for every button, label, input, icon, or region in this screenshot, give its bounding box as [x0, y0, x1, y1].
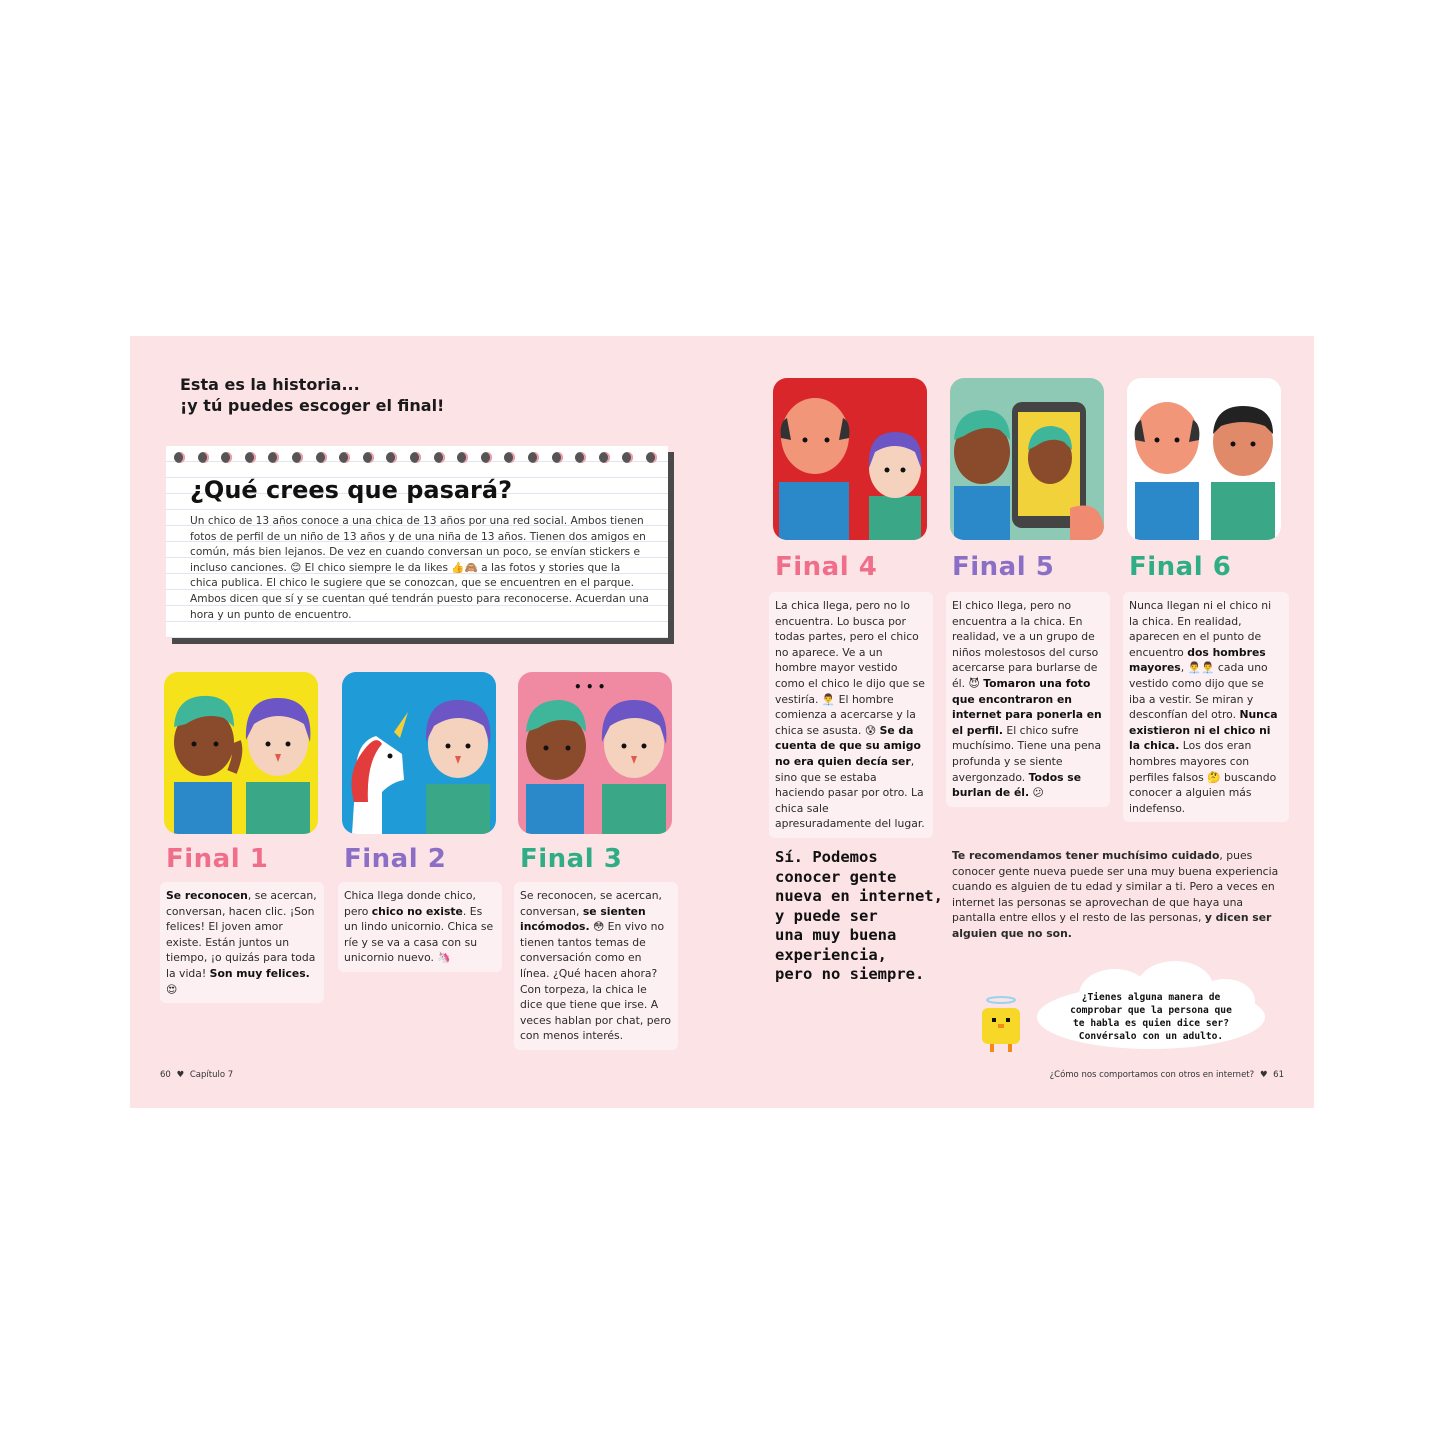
final-1-title: Final 1 [166, 844, 269, 874]
ring-icon [457, 452, 468, 463]
final-6-text: Nunca llegan ni el chico ni la chica. En realidad, aparecen en el punto de encuentro dos hombres mayores, 👨‍💼👨‍💼 cada uno vestido como dijo que se iba a vestir. Se miran y desconfían del otro. Nunca existieron ni el chico ni la chica. Los dos eran hombres mayores con perfiles falsos 🤔 buscando conocer a alguien más indefenso. [1123, 592, 1289, 822]
footer-right: ¿Cómo nos comportamos con otros en internet? ♥ 61 [1049, 1070, 1284, 1080]
cloud-line: Convérsalo con un adulto. [1078, 1031, 1224, 1042]
cloud-line: ¿Tienes alguna manera de [1081, 992, 1221, 1003]
final-5-illustration [950, 378, 1104, 540]
final-6-title: Final 6 [1129, 552, 1232, 582]
final-3-illustration [518, 672, 672, 834]
ring-icon [386, 452, 397, 463]
ring-icon [599, 452, 610, 463]
ring-icon [363, 452, 374, 463]
big-question-line: experiencia, [775, 945, 887, 964]
footer-left: 60 ♥ Capítulo 7 [160, 1070, 234, 1080]
final-2-text: Chica llega donde chico, pero chico no existe. Es un lindo unicornio. Chica se ríe y se va a casa con su unicornio nuevo. 🦄 [338, 882, 502, 972]
notebook-card [166, 446, 668, 638]
big-question-line: nueva en internet, [775, 887, 943, 905]
final-5-text: El chico llega, pero no encuentra a la chica. En realidad, ve a un grupo de niños molestosos del curso acercarse para burlarse de él. 😈 Tomaron una foto que encontraron en internet para ponerla en el perfil. El chico sufre muchísimo. Tiene una pena profunda y se siente avergonzado. Todos se burlan de él. 😕 [946, 592, 1110, 807]
final-3-text: Se reconocen, se acercan, conversan, se sienten incómodos. 😳 En vivo no tienen tantos temas de conversación como en línea. ¿Qué hacen ahora? Con torpeza, la chica le dice que tiene que irse. A veces hablan por chat, pero con menos interés. [514, 882, 678, 1050]
ring-icon [481, 452, 492, 463]
ring-icon [646, 452, 657, 463]
ring-icon [221, 452, 232, 463]
ring-icon [339, 452, 350, 463]
notebook-title: ¿Qué crees que pasará? [190, 476, 513, 504]
heart-icon: ♥ [176, 1070, 185, 1080]
ring-icon [410, 452, 421, 463]
big-question-line: una muy buena [775, 926, 897, 944]
spiral-rings-icon [174, 452, 664, 466]
big-question-line: conocer gente [775, 867, 897, 886]
speech-cloud [1035, 961, 1267, 1053]
intro-heading: Esta es la historia... ¡y tú puedes escoger el final! [180, 375, 445, 415]
ring-icon [434, 452, 445, 463]
final-2-title: Final 2 [344, 844, 447, 874]
ring-icon [198, 452, 209, 463]
big-question-line: pero no siempre. [775, 965, 925, 983]
notebook-text: Un chico de 13 años conoce a una chica de 13 años por una red social. Ambos tienen fotos de perfil de un niño de 13 años y de una niña de 13 años. Tienen dos amigos en común, más bien lejanos. De vez en cuando conversan un poco, se envían stickers e incluso canciones. 😊 El chico siempre le da likes 👍🙈 a las fotos y stories que la chica publica. El chico le sugiere que se conozcan, que se encuentren en el parque. Ambos dicen que sí y se cuentan qué tendrán puesto para reconocerse. Acuerdan una hora y un punto de encuentro. [190, 515, 649, 621]
chick-icon [972, 994, 1030, 1054]
typing-dots: • • • [574, 680, 606, 694]
ring-icon [316, 452, 327, 463]
ring-icon [575, 452, 586, 463]
final-4-title: Final 4 [775, 552, 878, 582]
big-question-line: Sí. Podemos [775, 848, 878, 866]
final-5-title: Final 5 [952, 552, 1055, 582]
ring-icon [292, 452, 303, 463]
ring-icon [528, 452, 539, 463]
ring-icon [504, 452, 515, 463]
ring-icon [552, 452, 563, 463]
ring-icon [245, 452, 256, 463]
big-question-line: y puede ser [775, 906, 878, 925]
cloud-text [1035, 991, 1267, 1043]
heart-icon: ♥ [1259, 1070, 1268, 1080]
final-6-illustration [1127, 378, 1281, 540]
ring-icon [268, 452, 279, 463]
big-question-text [775, 848, 943, 985]
cloud-line: comprobar que la persona que [1070, 1005, 1232, 1016]
recommendation-text: Te recomendamos tener muchísimo cuidado, pues conocer gente nueva puede ser una muy buena experiencia cuando es alguien de tu edad y similar a ti. Pero a veces en internet las personas se aprovechan de que haya una pantalla entre ellos y el resto de las personas, y dicen ser alguien que no son. [952, 849, 1279, 940]
final-4-text: La chica llega, pero no lo encuentra. Lo busca por todas partes, pero el chico no aparece. Ve a un hombre mayor vestido como el chico le dijo que se vestiría. 👨‍💼 El hombre comienza a acercarse y la chica se asusta. 😰 Se da cuenta de que su amigo no era quien decía ser, sino que se estaba haciendo pasar por otro. La chica sale apresuradamente del lugar. [769, 592, 933, 838]
ring-icon [174, 452, 185, 463]
final-1-text: Se reconocen, se acercan, conversan, hacen clic. ¡Son felices! El joven amor existe. Están juntos un tiempo, ¡o quizás para toda la vida! Son muy felices. 😍 [160, 882, 324, 1003]
final-4-illustration [773, 378, 927, 540]
book-spread [130, 336, 1314, 1108]
ring-icon [622, 452, 633, 463]
final-2-illustration [342, 672, 496, 834]
final-3-title: Final 3 [520, 844, 623, 874]
cloud-line: te habla es quien dice ser? [1073, 1018, 1229, 1029]
final-1-illustration [164, 672, 318, 834]
